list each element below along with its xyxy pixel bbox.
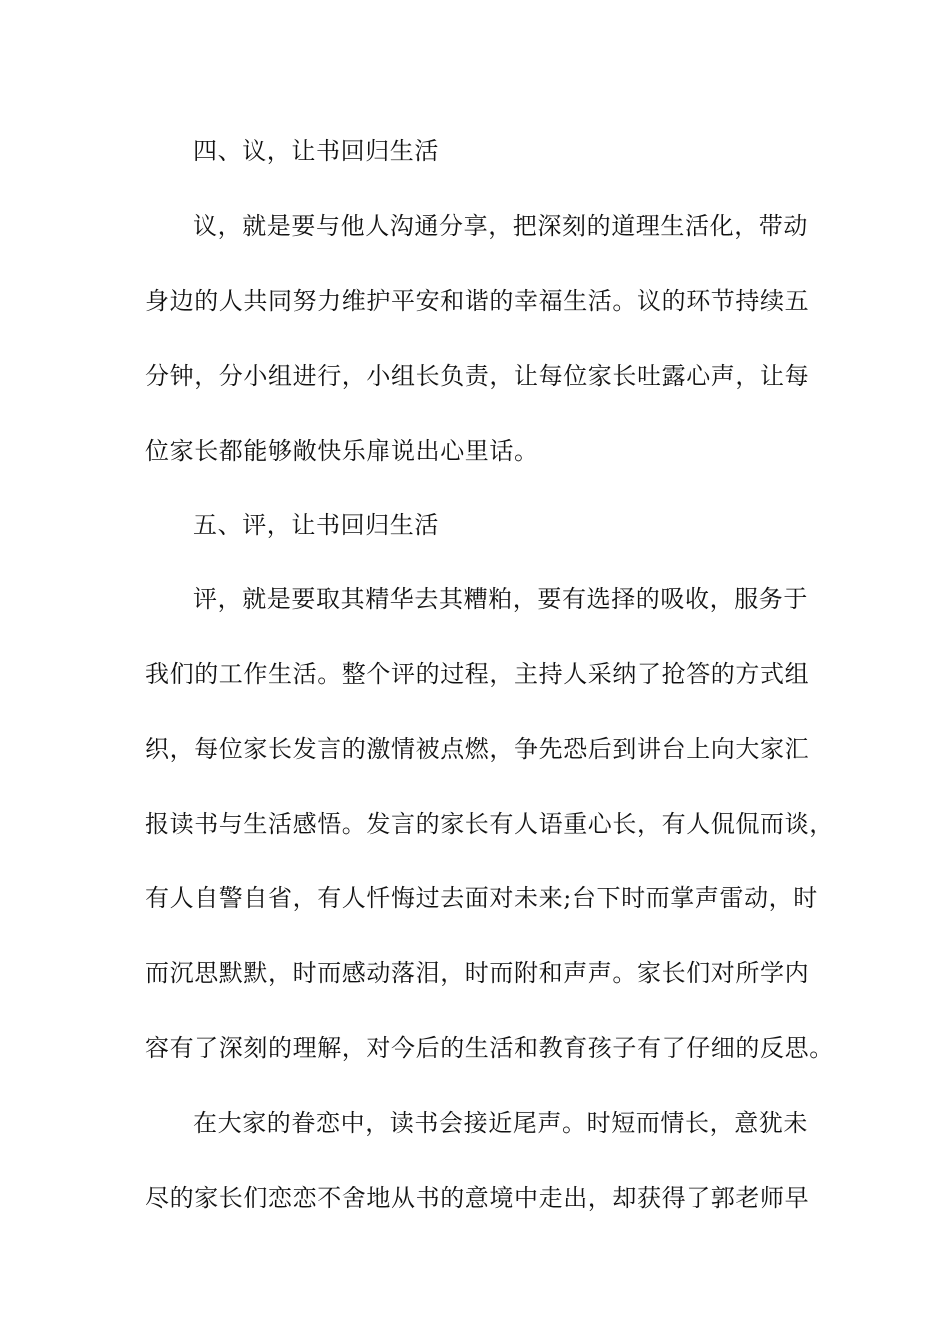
section-5-paragraph-line-3: 织，每位家长发言的激情被点燃，争先恐后到讲台上向大家汇 <box>145 735 810 763</box>
section-4-paragraph-line-3: 分钟，分小组进行，小组长负责，让每位家长吐露心声，让每 <box>145 362 810 390</box>
section-5-paragraph-line-1: 评，就是要取其精华去其糟粕，要有选择的吸收，服务于 <box>193 585 808 613</box>
section-5-paragraph-line-6: 而沉思默默，时而感动落泪，时而附和声声。家长们对所学内 <box>145 959 810 987</box>
section-4-paragraph-line-4: 位家长都能够敞快乐扉说出心里话。 <box>145 437 539 465</box>
closing-paragraph-line-2: 尽的家长们恋恋不舍地从书的意境中走出，却获得了郭老师早 <box>145 1184 810 1212</box>
section-4-paragraph-line-2: 身边的人共同努力维护平安和谐的幸福生活。议的环节持续五 <box>145 287 810 315</box>
section-4-paragraph-line-1: 议，就是要与他人沟通分享，把深刻的道理生活化，带动 <box>193 212 808 240</box>
section-5-heading: 五、评，让书回归生活 <box>193 511 439 539</box>
section-5-paragraph-line-7: 容有了深刻的理解，对今后的生活和教育孩子有了仔细的反思。 <box>145 1034 834 1062</box>
section-4-heading: 四、议，让书回归生活 <box>193 137 439 165</box>
closing-paragraph-line-1: 在大家的眷恋中，读书会接近尾声。时短而情长，意犹未 <box>193 1109 808 1137</box>
section-5-paragraph-line-5: 有人自警自省，有人忏悔过去面对未来;台下时而掌声雷动，时 <box>145 884 818 912</box>
section-5-paragraph-line-2: 我们的工作生活。整个评的过程，主持人采纳了抢答的方式组 <box>145 660 810 688</box>
section-5-paragraph-line-4: 报读书与生活感悟。发言的家长有人语重心长，有人侃侃而谈， <box>145 810 834 838</box>
